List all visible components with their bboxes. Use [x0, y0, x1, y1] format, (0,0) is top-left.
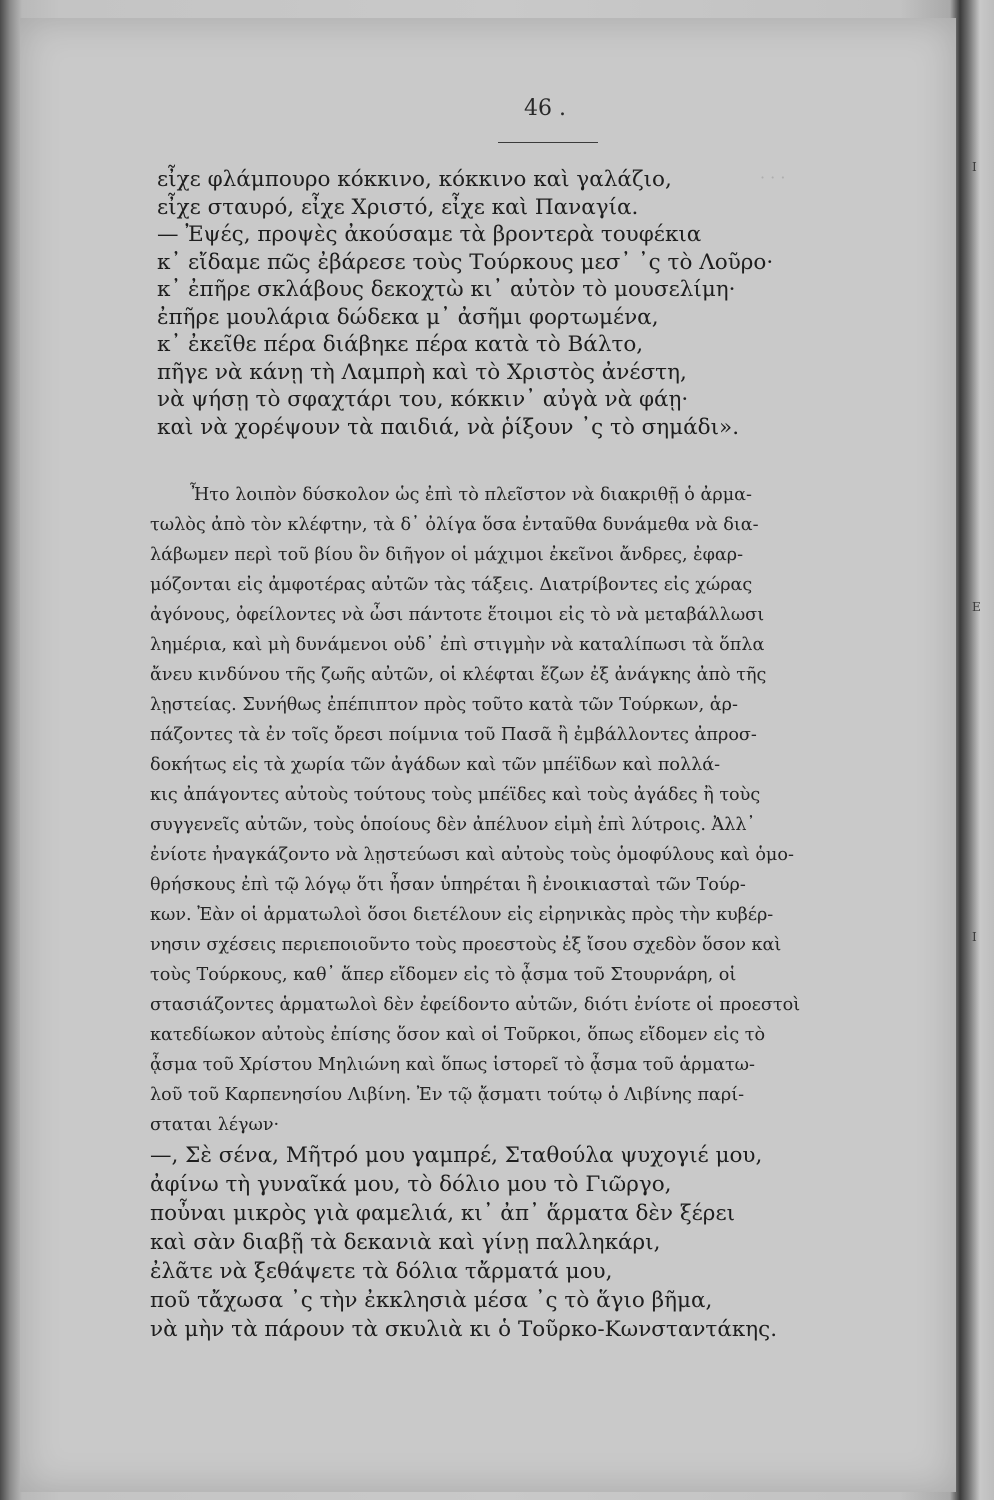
- prose-line: λῃστείας. Συνήθως ἐπέπιπτον πρὸς τοῦτο κατὰ τῶν Τούρκων, ἁρ-: [150, 695, 738, 715]
- verse-line: ἐλᾶτε νὰ ξεθάψετε τὰ δόλια τἄρματά μου,: [150, 1259, 613, 1284]
- prose-line: Ἦτο λοιπὸν δύσκολον ὡς ἐπὶ τὸ πλεῖστον νὰ διακριθῇ ὁ ἀρμα-: [190, 485, 752, 505]
- facing-page-edge: Ι Ε Ι: [972, 160, 981, 944]
- verse-line: κ᾽ εἴδαμε πῶς ἐβάρεσε τοὺς Τούρκους μεσ᾽ ᾽ς τὸ Λοῦρο·: [157, 249, 774, 275]
- prose-paragraph: [150, 480, 902, 1140]
- prose-line: συγγενεῖς αὐτῶν, τοὺς ὁποίους δὲν ἀπέλυον εἰμὴ ἐπὶ λύτροις. Ἀλλ᾽: [150, 815, 756, 835]
- prose-line: δοκήτως εἰς τὰ χωρία τῶν ἀγάδων καὶ τῶν μπέϊδων καὶ πολλά-: [150, 755, 721, 775]
- prose-line: θρήσκους ἐπὶ τῷ λόγῳ ὅτι ἦσαν ὑπηρέται ἢ ἐνοικιασταὶ τῶν Τούρ-: [150, 875, 746, 895]
- prose-line: ἀγόνους, ὀφείλοντες νὰ ὦσι πάντοτε ἕτοιμοι εἰς τὸ νὰ μεταβάλλωσι: [150, 605, 765, 625]
- verse-line: —, Σὲ σένα, Μῆτρό μου γαμπρέ, Σταθούλα ψυχογιέ μου,: [150, 1143, 763, 1168]
- prose-line: στασιάζοντες ἁρματωλοὶ δὲν ἐφείδοντο αὐτῶν, διότι ἐνίοτε οἱ προεστοὶ: [150, 995, 801, 1015]
- prose-line: μόζονται εἰς ἀμφοτέρας αὐτῶν τὰς τάξεις. Διατρίβοντες εἰς χώρας: [150, 575, 753, 595]
- prose-line: τοὺς Τούρκους, καθ᾽ ἅπερ εἴδομεν εἰς τὸ ᾆσμα τοῦ Στουρνάρη, οἱ: [150, 965, 737, 985]
- bleed-through-text: · · ·: [760, 168, 786, 187]
- verse-line: — Ἐψές, προψὲς ἀκούσαμε τὰ βροντερὰ τουφέκια: [157, 222, 702, 247]
- prose-line: πάζοντες τὰ ἐν τοῖς ὄρεσι ποίμνια τοῦ Πασᾶ ἢ ἐμβάλλοντες ἀπροσ-: [150, 725, 757, 745]
- prose-line: λάβωμεν περὶ τοῦ βίου ὃν διῆγον οἱ μάχιμοι ἐκεῖνοι ἄνδρες, ἐφαρ-: [150, 545, 744, 565]
- page-number: 46 .: [524, 96, 566, 121]
- verse-line: ποὖναι μικρὸς γιὰ φαμελιά, κι᾽ ἀπ᾽ ἅρματα δὲν ξέρει: [150, 1201, 736, 1226]
- verse-line: ἀφίνω τὴ γυναῖκά μου, τὸ δόλιο μου τὸ Γιῶργο,: [150, 1172, 672, 1197]
- verse-line: κ᾽ ἐκεῖθε πέρα διάβηκε πέρα κατὰ τὸ Βάλτο,: [157, 332, 644, 357]
- verse-line: νὰ μὴν τὰ πάρουν τὰ σκυλιὰ κι ὁ Τοῦρκο-Κωνσταντάκης.: [150, 1317, 778, 1342]
- verse-line: εἶχε φλάμπουρο κόκκινο, κόκκινο καὶ γαλάζιο,: [157, 167, 672, 192]
- verse-line: καὶ νὰ χορέψουν τὰ παιδιά, νὰ ῥίξουν ᾽ς τὸ σημάδι».: [157, 414, 740, 440]
- prose-line: ἄνευ κινδύνου τῆς ζωῆς αὐτῶν, οἱ κλέφται ἔζων ἐξ ἀνάγκης ἀπὸ τῆς: [150, 665, 767, 685]
- prose-line: λημέρια, καὶ μὴ δυνάμενοι οὐδ᾽ ἐπὶ στιγμὴν νὰ καταλίπωσι τὰ ὅπλα: [150, 635, 765, 655]
- verse-line: πῆγε νὰ κάνῃ τὴ Λαμπρὴ καὶ τὸ Χριστὸς ἀνέστη,: [157, 359, 687, 385]
- prose-line: σταται λέγων·: [150, 1115, 280, 1135]
- prose-line: κις ἀπάγοντες αὐτοὺς τούτους τοὺς μπέϊδες καὶ τοὺς ἀγάδες ἢ τοὺς: [150, 785, 761, 805]
- book-page: [20, 18, 956, 1492]
- prose-line: λοῦ τοῦ Καρπενησίου Λιβίνη. Ἐν τῷ ᾄσματι τούτῳ ὁ Λιβίνης παρί-: [150, 1085, 745, 1105]
- prose-line: ᾆσμα τοῦ Χρίστου Μηλιώνη καὶ ὅπως ἱστορεῖ τὸ ᾆσμα τοῦ ἁρματω-: [150, 1055, 755, 1075]
- prose-line: κων. Ἐὰν οἱ ἁρματωλοὶ ὅσοι διετέλουν εἰς εἰρηνικὰς πρὸς τὴν κυβέρ-: [150, 905, 774, 925]
- verse-block-bottom: [150, 1141, 777, 1344]
- verse-block-top: [157, 166, 773, 441]
- verse-line: καὶ σὰν διαβῇ τὰ δεκανιὰ καὶ γίνῃ παλληκάρι,: [150, 1230, 661, 1255]
- verse-line: νὰ ψήσῃ τὸ σφαχτάρι του, κόκκιν᾽ αὐγὰ νὰ φάῃ·: [157, 387, 689, 412]
- verse-line: εἶχε σταυρό, εἶχε Χριστό, εἶχε καὶ Παναγία.: [157, 194, 639, 220]
- prose-line: τωλὸς ἀπὸ τὸν κλέφτην, τὰ δ᾽ ὀλίγα ὅσα ἐνταῦθα δυνάμεθα νὰ δια-: [150, 515, 759, 535]
- prose-line: κατεδίωκον αὐτοὺς ἐπίσης ὅσον καὶ οἱ Τοῦρκοι, ὅπως εἴδομεν εἰς τὸ: [150, 1025, 766, 1045]
- verse-line: ἐπῆρε μουλάρια δώδεκα μ᾽ ἀσῆμι φορτωμένα,: [157, 304, 659, 330]
- verse-line: κ᾽ ἐπῆρε σκλάβους δεκοχτὼ κι᾽ αὐτὸν τὸ μουσελίμη·: [157, 277, 736, 302]
- page-number-rule: [498, 142, 598, 143]
- prose-line: ἐνίοτε ἠναγκάζοντο νὰ λῃστεύωσι καὶ αὐτοὺς τοὺς ὁμοφύλους καὶ ὁμο-: [150, 845, 794, 865]
- verse-line: ποῦ τἄχωσα ᾽ς τὴν ἐκκλησιὰ μέσα ᾽ς τὸ ἅγιο βῆμα,: [150, 1288, 713, 1313]
- prose-line: νησιν σχέσεις περιεποιοῦντο τοὺς προεστοὺς ἐξ ἴσου σχεδὸν ὅσον καὶ: [150, 935, 782, 955]
